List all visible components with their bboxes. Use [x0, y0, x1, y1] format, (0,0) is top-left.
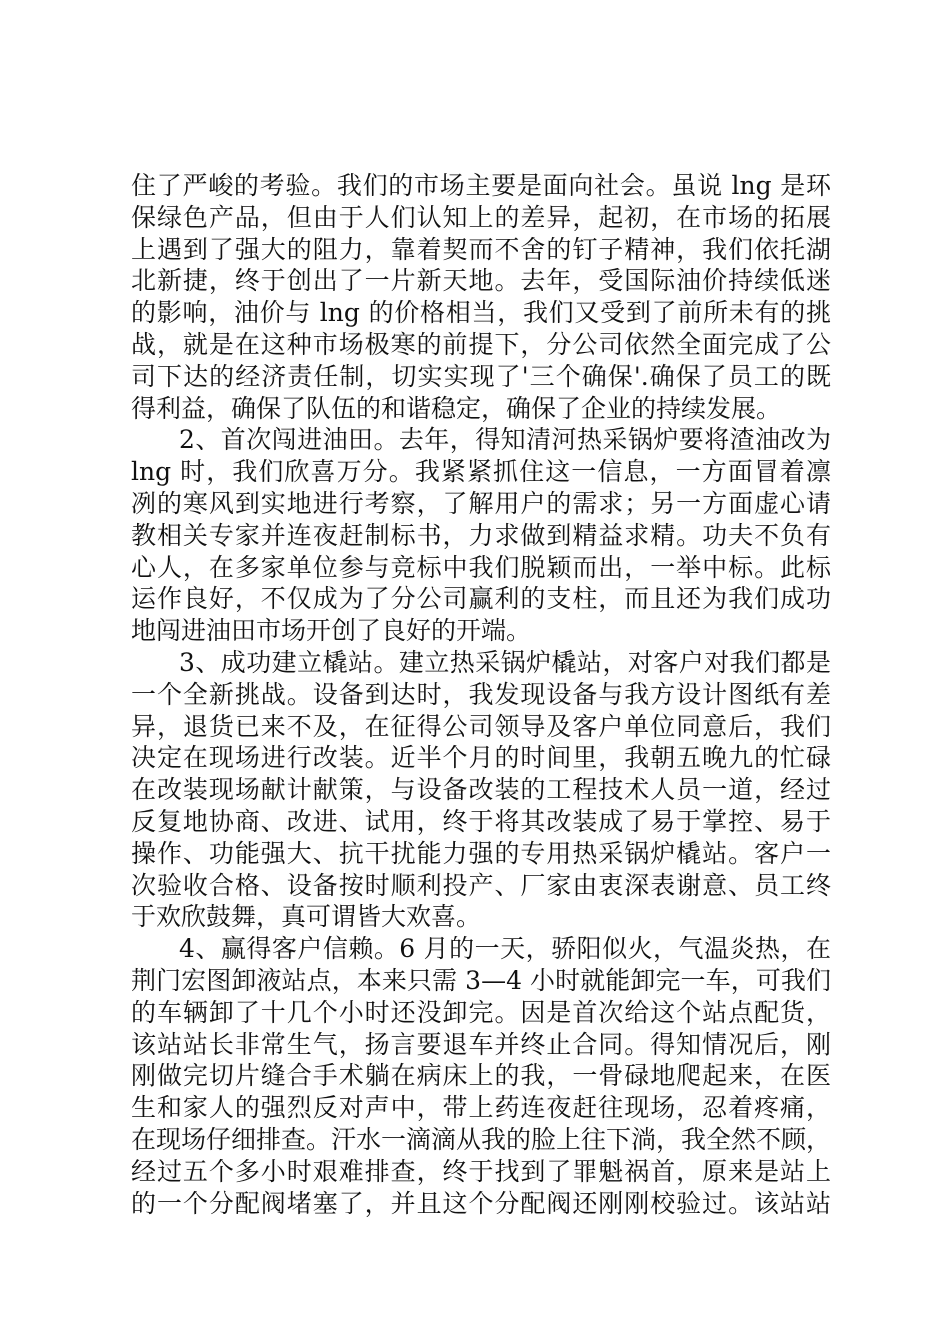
text-line: 于欢欣鼓舞，真可谓皆大欢喜。: [131, 902, 482, 932]
text-line: 次验收合格、设备按时顺利投产、厂家由衷深表谢意、员工终: [131, 870, 831, 900]
text-line: 保绿色产品，但由于人们认知上的差异，起初，在市场的拓展: [131, 202, 831, 232]
text-line: 司下达的经济责任制，切实实现了'三个确保'.确保了员工的既: [131, 361, 831, 391]
text-line: 荆门宏图卸液站点，本来只需 3—4 小时就能卸完一车，可我们: [131, 965, 831, 995]
text-line: 的影响，油价与 lng 的价格相当，我们又受到了前所未有的挑: [131, 298, 831, 328]
text-line: 教相关专家并连夜赶制标书，力求做到精益求精。功夫不负有: [131, 520, 831, 550]
text-line: 北新捷，终于创出了一片新天地。去年，受国际油价持续低迷: [131, 266, 831, 296]
text-line: 冽的寒风到实地进行考察，了解用户的需求；另一方面虚心请: [131, 488, 831, 518]
text-line: 该站站长非常生气，扬言要退车并终止合同。得知情况后，刚: [131, 1029, 831, 1059]
text-line: 得利益，确保了队伍的和谐稳定，确保了企业的持续发展。: [131, 393, 782, 423]
text-line: 生和家人的强烈反对声中，带上药连夜赶往现场，忍着疼痛，: [131, 1093, 831, 1123]
document-body: [131, 170, 831, 1219]
text-line: 在改装现场献计献策，与设备改装的工程技术人员一道，经过: [131, 775, 831, 805]
text-line: 心人，在多家单位参与竞标中我们脱颖而出，一举中标。此标: [131, 552, 831, 582]
text-line: 运作良好，不仅成为了分公司赢利的支柱，而且还为我们成功: [131, 584, 831, 614]
text-line: 操作、功能强大、抗干扰能力强的专用热采锅炉橇站。客户一: [131, 838, 831, 868]
text-line: 经过五个多小时艰难排查，终于找到了罪魁祸首，原来是站上: [131, 1156, 831, 1186]
paragraph-2-first-line: 2、首次闯进油田。去年，得知清河热采锅炉要将渣油改为: [179, 425, 831, 455]
text-line: 一个全新挑战。设备到达时，我发现设备与我方设计图纸有差: [131, 679, 831, 709]
paragraph-3-first-line: 3、成功建立橇站。建立热采锅炉橇站，对客户对我们都是: [179, 647, 831, 677]
text-line: 住了严峻的考验。我们的市场主要是面向社会。虽说 lng 是环: [131, 171, 831, 200]
text-line: 地闯进油田市场开创了良好的开端。: [131, 616, 532, 646]
text-line: 的一个分配阀堵塞了，并且这个分配阀还刚刚校验过。该站站: [131, 1188, 831, 1218]
text-line: 在现场仔细排查。汗水一滴滴从我的脸上往下淌，我全然不顾，: [131, 1124, 832, 1154]
paragraph-4-first-line: 4、赢得客户信赖。6 月的一天，骄阳似火，气温炎热，在: [179, 934, 831, 964]
text-line: 上遇到了强大的阻力，靠着契而不舍的钉子精神，我们依托湖: [131, 234, 831, 264]
text-line: 的车辆卸了十几个小时还没卸完。因是首次给这个站点配货，: [131, 997, 831, 1027]
text-line: 异，退货已来不及，在征得公司领导及客户单位同意后，我们: [131, 711, 831, 741]
text-line: 决定在现场进行改装。近半个月的时间里，我朝五晚九的忙碌: [131, 743, 831, 773]
text-line: 刚做完切片缝合手术躺在病床上的我，一骨碌地爬起来，在医: [131, 1061, 831, 1091]
text-line: 战，就是在这种市场极寒的前提下，分公司依然全面完成了公: [131, 329, 831, 359]
text-line: lng 时，我们欣喜万分。我紧紧抓住这一信息，一方面冒着凛: [131, 457, 831, 487]
text-line: 反复地协商、改进、试用，终于将其改装成了易于掌控、易于: [131, 806, 831, 836]
